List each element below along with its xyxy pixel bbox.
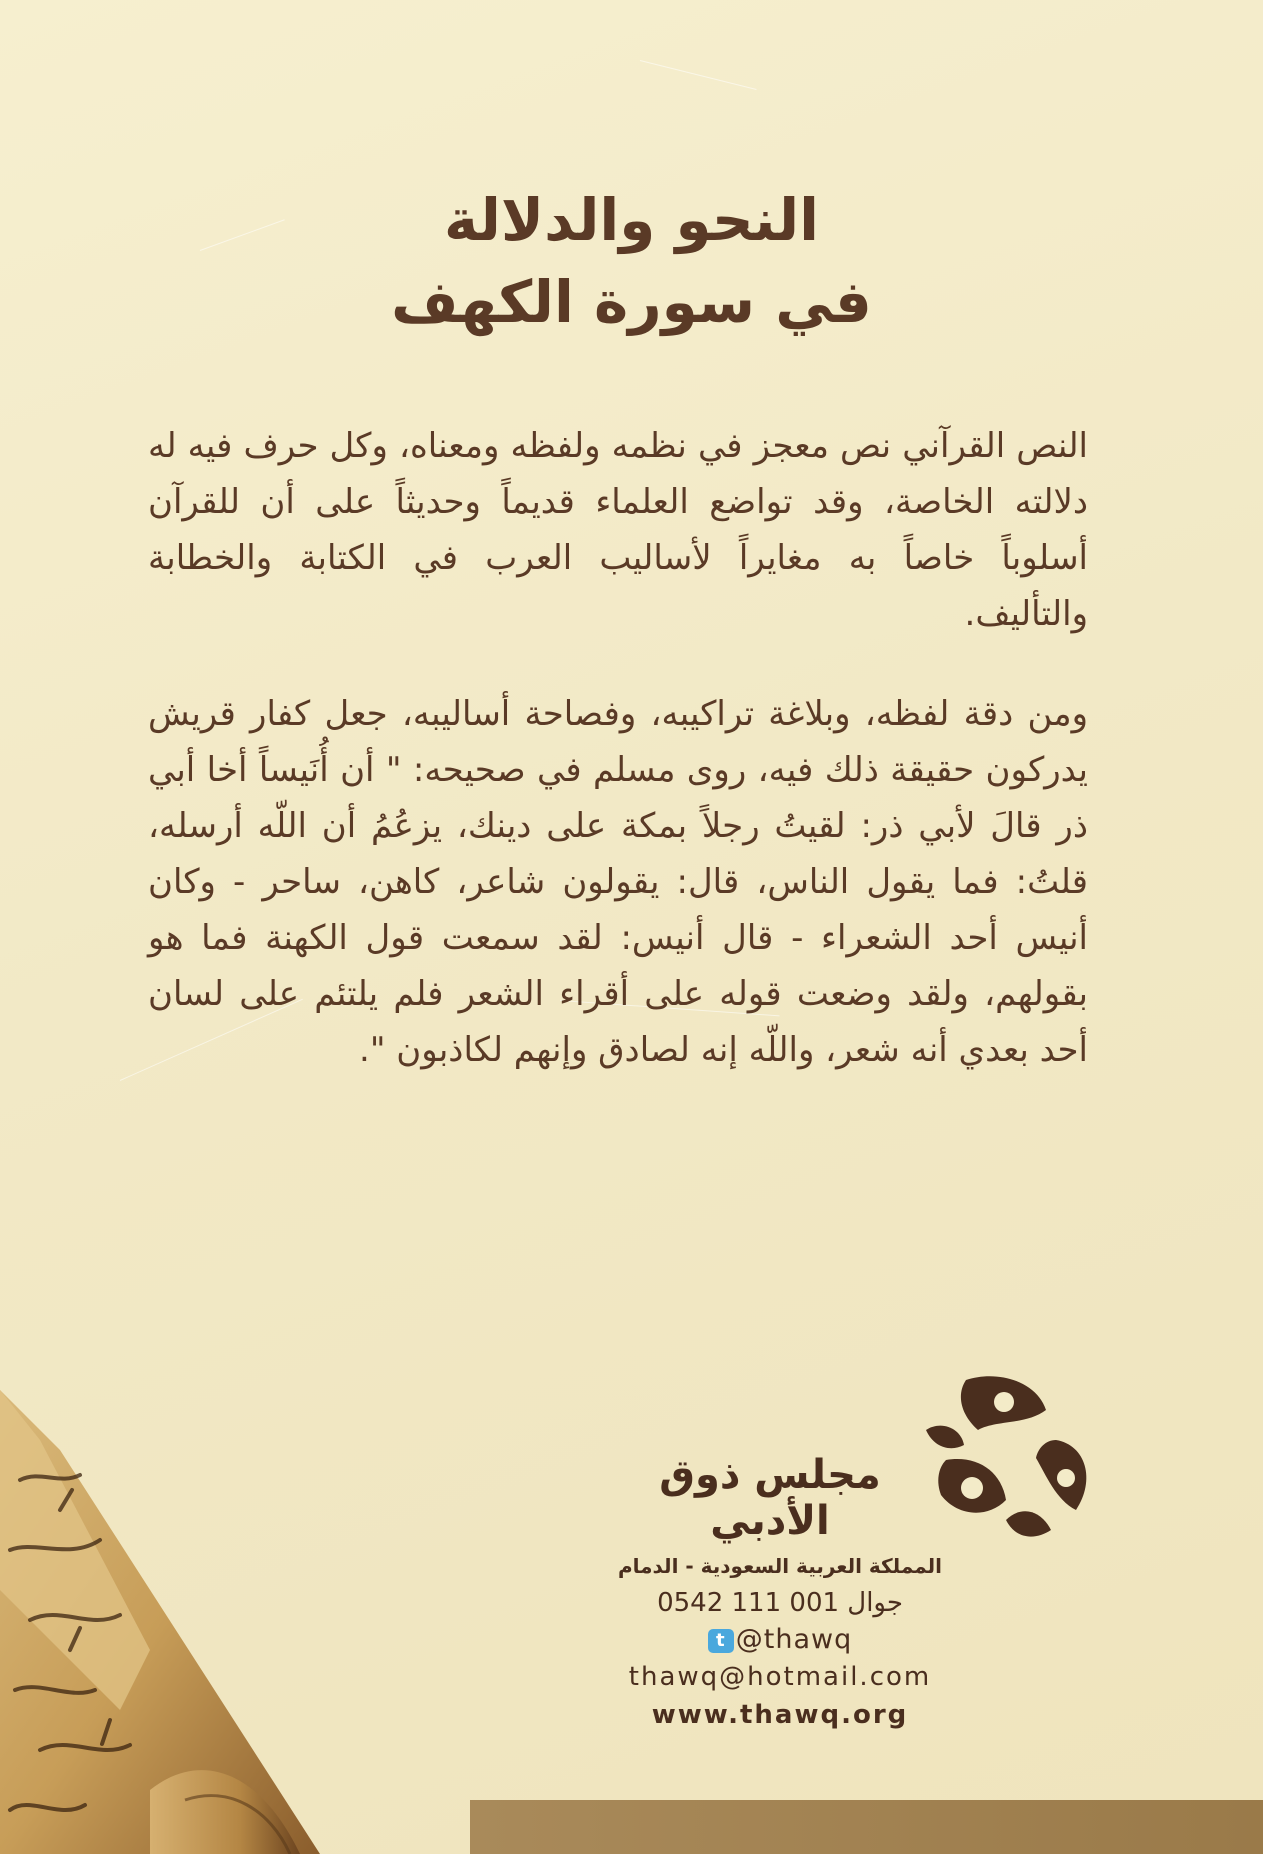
manuscript-corner-image [0,1390,320,1854]
publisher-name: مجلس ذوق الأدبي [659,1452,881,1544]
mobile-label: جوال [847,1588,903,1618]
thawq-logo-icon [926,1370,1096,1540]
twitter-icon: t [708,1629,734,1653]
blurb-paragraph-2 [148,686,1088,1078]
publisher-location: المملكة العربية السعودية - الدمام [617,1554,943,1578]
blurb-paragraph-2-text: ومن دقة لفظه، وبلاغة تراكيبه، وفصاحة أساليبه، جعل كفار قريش يدركون حقيقة ذلك فيه، روى مسلم في صحيحه: " أن أُنَيساً أخا أبي ذر قالَ لأبي ذر: لقيتُ رجلاً بمكة على دينك، يزعُمُ أن اللّه أرسله، قلتُ: فما يقول الناس، قال: يقولون شاعر، كاهن، ساحر - وكان أنيس أحد الشعراء - قال أنيس: لقد سمعت قول الكهنة فما هو بقولهم، ولقد وضعت قوله على أقراء الشعر فلم يلتئم على لسان أحد بعدي أنه شعر، واللّه إنه لصادق وإنهم لكاذبون ". [148,694,1088,1070]
mobile-number: 0542 111 001 [657,1588,840,1618]
cover-scuff [640,60,757,90]
publisher-twitter [580,1624,980,1655]
publisher-email: thawq@hotmail.com [628,1662,932,1692]
bottom-accent-bar [470,1800,1263,1854]
book-title-line1: النحو والدلالة [443,186,820,254]
twitter-handle: @thawq [735,1624,853,1655]
publisher-website: www.thawq.org [651,1700,909,1730]
book-title-line2: في سورة الكهف [391,268,872,336]
blurb-paragraph-1-text: النص القرآني نص معجز في نظمه ولفظه ومعناه، وكل حرف فيه له دلالته الخاصة، وقد تواضع العلماء قديماً وحديثاً على أن للقرآن أسلوباً خاصاً به مغايراً لأساليب العرب في الكتابة والخطابة والتأليف. [148,426,1088,634]
publisher-mobile [580,1588,980,1618]
blurb-paragraph-1 [148,418,1088,642]
